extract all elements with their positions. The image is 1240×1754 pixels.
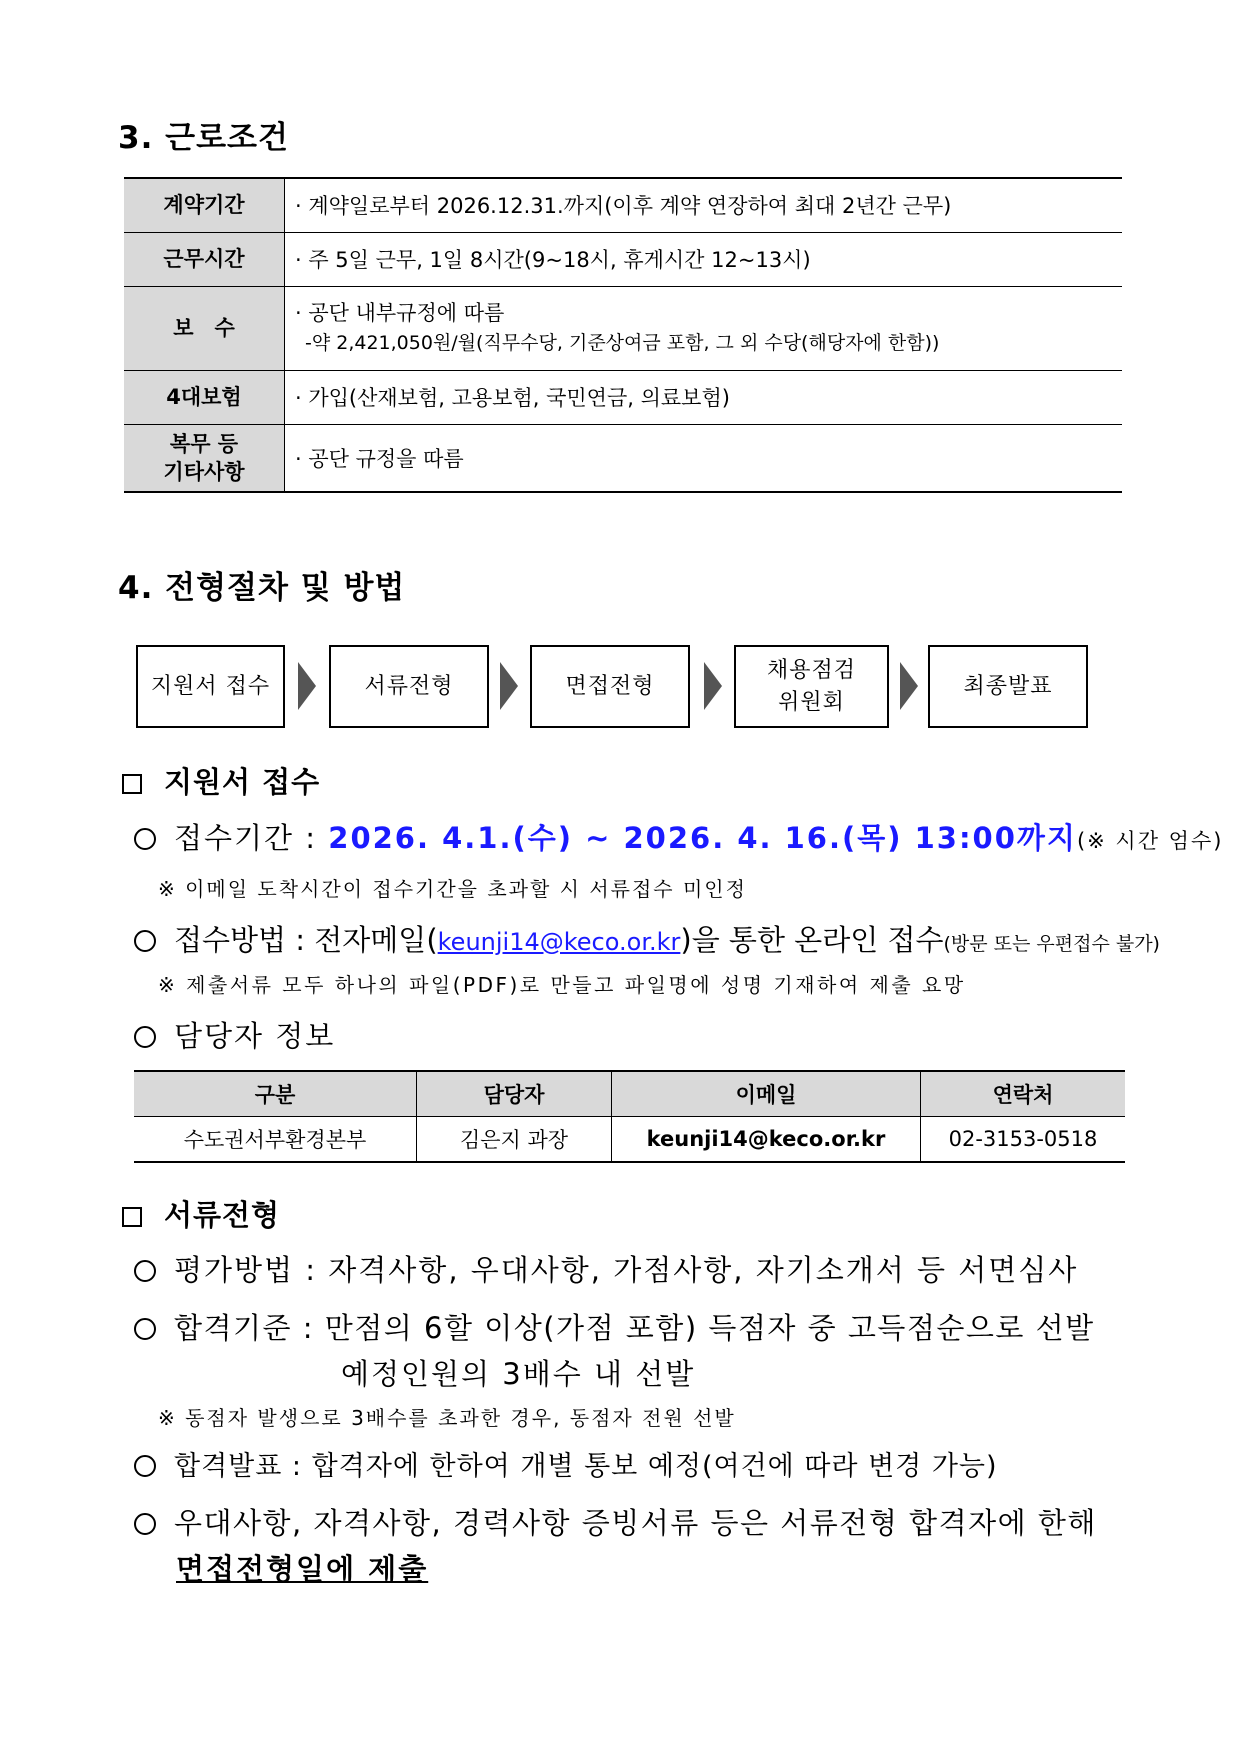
announcement-text: 합격발표 : 합격자에 한하여 개별 통보 예정(여건에 따라 변경 가능) xyxy=(174,1451,998,1482)
application-method xyxy=(134,918,1160,959)
method-warning: ※ 제출서류 모두 하나의 파일(PDF)로 만들고 파일명에 성명 기재하여 제출 요망 xyxy=(158,973,966,997)
table-row xyxy=(134,1117,1125,1163)
flow-step-hiring-committee xyxy=(734,645,889,728)
contact-table xyxy=(134,1070,1125,1163)
section-3-heading: 3. 근로조건 xyxy=(118,120,289,156)
pass-criteria-line2: 예정인원의 3배수 내 선발 xyxy=(341,1357,696,1391)
email-link[interactable]: keunji14@keco.or.kr xyxy=(437,928,681,956)
contact-label-text: 담당자 정보 xyxy=(174,1019,336,1053)
circle-bullet-icon xyxy=(134,1318,156,1340)
evaluation-text: 평가방법 : 자격사항, 우대사항, 가점사항, 자기소개서 등 서면심사 xyxy=(174,1253,1079,1287)
screening-heading-text: 서류전형 xyxy=(164,1198,281,1232)
period-label: 접수기간 : xyxy=(174,821,329,855)
row-label: 계약기간 xyxy=(124,178,285,232)
column-header: 담당자 xyxy=(417,1071,612,1117)
square-bullet-icon xyxy=(122,774,142,794)
value-line: · 공단 내부규정에 따름 xyxy=(295,301,505,325)
flow-arrow-icon xyxy=(298,662,316,710)
row-label: 근무시간 xyxy=(124,232,285,286)
flow-step-document-screening: 서류전형 xyxy=(329,645,489,728)
period-note: (※ 시간 엄수) xyxy=(1076,829,1224,853)
flow-step-label-line: 위원회 xyxy=(778,689,845,715)
application-period xyxy=(134,816,1223,857)
table-header-row xyxy=(134,1071,1125,1117)
period-value: 2026. 4.1.(수) ~ 2026. 4. 16.(목) 13:00까지 xyxy=(328,821,1077,855)
row-label-line: 기타사항 xyxy=(163,459,245,484)
method-prefix: 접수방법 : 전자메일( xyxy=(174,923,438,957)
flow-step-interview: 면접전형 xyxy=(530,645,690,728)
criteria-text: 합격기준 : 만점의 6할 이상(가점 포함) 득점자 중 고득점순으로 선발 xyxy=(174,1311,1095,1345)
flow-arrow-icon xyxy=(900,662,918,710)
tie-note: ※ 동점자 발생으로 3배수를 초과한 경우, 동점자 전원 선발 xyxy=(158,1406,736,1430)
flow-arrow-icon xyxy=(500,662,518,710)
circle-bullet-icon xyxy=(134,1026,156,1048)
working-conditions-table xyxy=(124,177,1122,493)
table-row xyxy=(124,286,1122,370)
supporting-docs xyxy=(134,1501,1097,1542)
table-row xyxy=(124,178,1122,232)
flow-step-application: 지원서 접수 xyxy=(136,645,285,728)
row-value: · 주 5일 근무, 1일 8시간(9~18시, 휴게시간 12~13시) xyxy=(285,232,1123,286)
row-label xyxy=(124,424,285,492)
screening-heading xyxy=(122,1193,280,1234)
table-cell: 김은지 과장 xyxy=(417,1117,612,1163)
table-row xyxy=(124,370,1122,424)
table-cell: 수도권서부환경본부 xyxy=(134,1117,417,1163)
flow-step-final-announcement: 최종발표 xyxy=(928,645,1088,728)
section-4-heading: 4. 전형절차 및 방법 xyxy=(118,570,406,606)
supporting-docs-line2: 면접전형일에 제출 xyxy=(176,1552,429,1586)
circle-bullet-icon xyxy=(134,1260,156,1282)
pass-criteria xyxy=(134,1306,1095,1347)
circle-bullet-icon xyxy=(134,1455,156,1477)
table-cell-email[interactable]: keunji14@keco.or.kr xyxy=(612,1117,921,1163)
flow-step-label-line: 채용점검 xyxy=(766,657,856,683)
column-header: 구분 xyxy=(134,1071,417,1117)
flow-arrow-icon xyxy=(704,662,722,710)
row-value: · 공단 규정을 따름 xyxy=(285,424,1123,492)
circle-bullet-icon xyxy=(134,1513,156,1535)
table-row xyxy=(124,424,1122,492)
circle-bullet-icon xyxy=(134,828,156,850)
row-label-line: 복무 등 xyxy=(169,431,239,456)
application-heading-text: 지원서 접수 xyxy=(164,765,321,799)
value-subline: -약 2,421,050원/월(직무수당, 기준상여금 포함, 그 외 수당(해당자에 한함)) xyxy=(305,332,940,354)
circle-bullet-icon xyxy=(134,930,156,952)
square-bullet-icon xyxy=(122,1207,142,1227)
table-cell: 02-3153-0518 xyxy=(921,1117,1126,1163)
application-heading xyxy=(122,760,320,801)
row-value: · 가입(산재보험, 고용보험, 국민연금, 의료보험) xyxy=(285,370,1123,424)
period-warning: ※ 이메일 도착시간이 접수기간을 초과할 시 서류접수 미인정 xyxy=(158,877,747,901)
evaluation-method xyxy=(134,1248,1078,1289)
row-value xyxy=(285,286,1123,370)
column-header: 연락처 xyxy=(921,1071,1126,1117)
table-row xyxy=(124,232,1122,286)
row-label: 보 수 xyxy=(124,286,285,370)
contact-info-label xyxy=(134,1014,335,1055)
supporting-docs-text: 우대사항, 자격사항, 경력사항 증빙서류 등은 서류전형 합격자에 한해 xyxy=(174,1506,1097,1540)
announcement xyxy=(134,1444,998,1483)
row-value: · 계약일로부터 2026.12.31.까지(이후 계약 연장하여 최대 2년간 근무) xyxy=(285,178,1123,232)
column-header: 이메일 xyxy=(612,1071,921,1117)
method-note: (방문 또는 우편접수 불가) xyxy=(943,933,1160,955)
row-label: 4대보험 xyxy=(124,370,285,424)
method-suffix: )을 통한 온라인 접수 xyxy=(680,923,944,957)
